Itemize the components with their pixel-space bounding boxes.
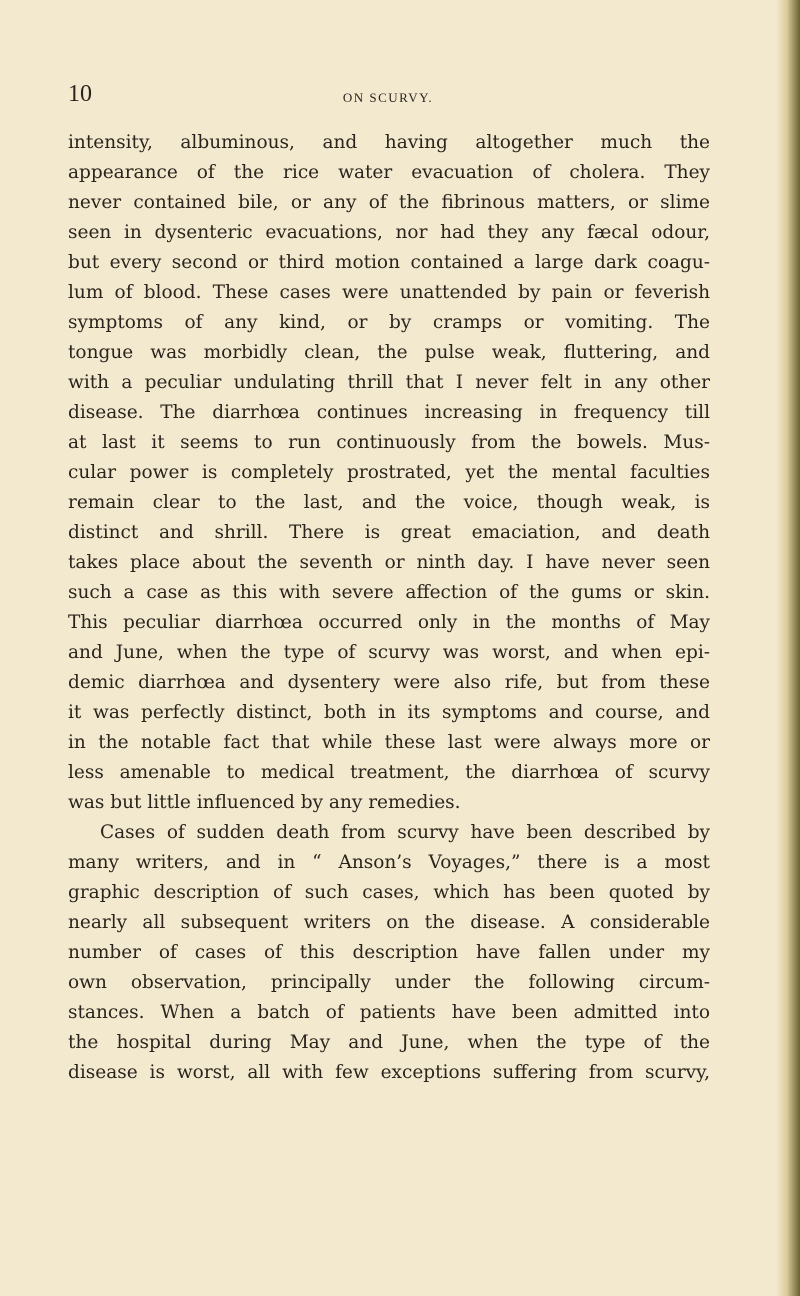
text-line: disease. The diarrhœa continues increasing in frequency till xyxy=(68,402,710,423)
text-line: distinct and shrill. There is great emaciation, and death xyxy=(68,522,710,543)
text-line: cular power is completely prostrated, yet the mental faculties xyxy=(68,462,710,483)
text-line: in the notable fact that while these last were always more or xyxy=(68,732,710,753)
text-line: demic diarrhœa and dysentery were also rife, but from these xyxy=(68,672,710,693)
text-line: it was perfectly distinct, both in its symptoms and course, and xyxy=(68,702,710,723)
text-line: such a case as this with severe affection of the gums or skin. xyxy=(68,582,710,603)
text-line: number of cases of this description have fallen under my xyxy=(68,942,710,963)
page-number: 10 xyxy=(68,81,92,107)
text-line: nearly all subsequent writers on the disease. A considerable xyxy=(68,912,710,933)
text-line: tongue was morbidly clean, the pulse weak, fluttering, and xyxy=(68,342,710,363)
text-line: lum of blood. These cases were unattended by pain or feverish xyxy=(68,282,710,303)
text-line: and June, when the type of scurvy was worst, and when epi- xyxy=(68,642,710,663)
text-line: with a peculiar undulating thrill that I never felt in any other xyxy=(68,372,710,393)
text-line: Cases of sudden death from scurvy have been described by xyxy=(100,822,710,843)
text-line: never contained bile, or any of the fibrinous matters, or slime xyxy=(68,192,710,213)
text-line: intensity, albuminous, and having altogether much the xyxy=(68,132,710,153)
text-line: graphic description of such cases, which has been quoted by xyxy=(68,882,710,903)
text-line: own observation, principally under the following circum- xyxy=(68,972,710,993)
text-line: but every second or third motion contained a large dark coagu- xyxy=(68,252,710,273)
text-line: seen in dysenteric evacuations, nor had they any fæcal odour, xyxy=(68,222,710,243)
text-line: the hospital during May and June, when the type of the xyxy=(68,1032,710,1053)
running-title: ON SCURVY. xyxy=(342,90,434,105)
text-line: at last it seems to run continuously from the bowels. Mus- xyxy=(68,432,710,453)
text-line: appearance of the rice water evacuation of cholera. They xyxy=(68,162,710,183)
text-line: symptoms of any kind, or by cramps or vomiting. The xyxy=(68,312,710,333)
text-line: was but little influenced by any remedies. xyxy=(68,792,461,813)
text-line: takes place about the seventh or ninth day. I have never seen xyxy=(68,552,710,573)
text-line: remain clear to the last, and the voice, though weak, is xyxy=(68,492,710,513)
page-header xyxy=(68,80,708,120)
text-line: stances. When a batch of patients have been admitted into xyxy=(68,1002,710,1023)
page-edge-shadow xyxy=(776,0,800,1296)
body-text xyxy=(68,128,710,1088)
text-line: less amenable to medical treatment, the diarrhœa of scurvy xyxy=(68,762,710,783)
text-line: disease is worst, all with few exceptions suffering from scurvy, xyxy=(68,1062,710,1083)
text-line: many writers, and in “ Anson’s Voyages,” there is a most xyxy=(68,852,710,873)
text-line: This peculiar diarrhœa occurred only in the months of May xyxy=(68,612,710,633)
